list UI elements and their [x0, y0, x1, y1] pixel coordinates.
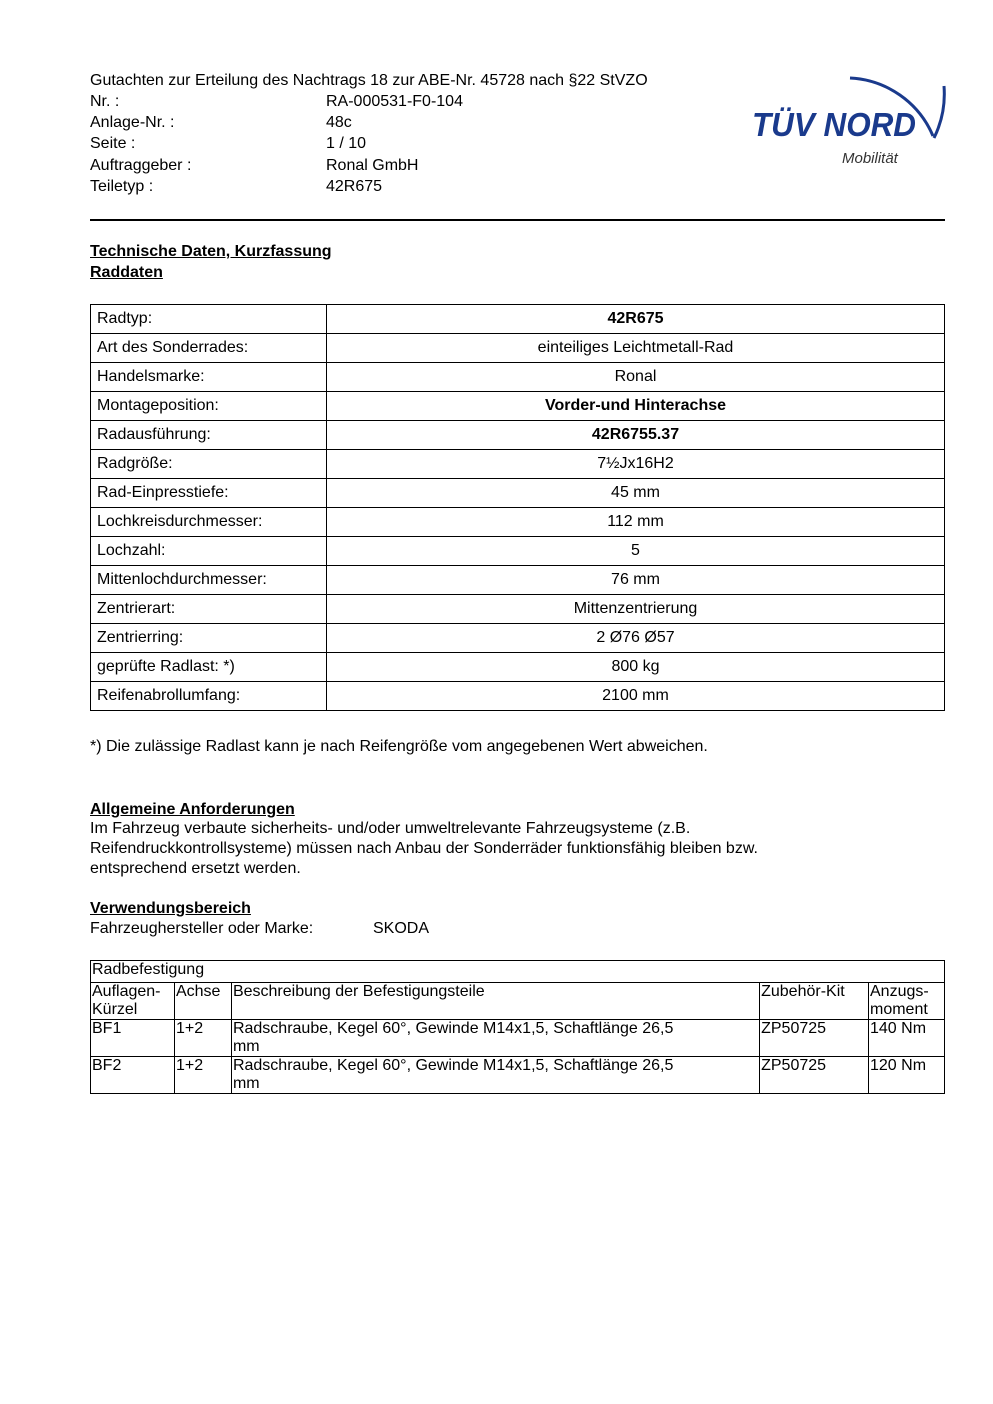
- header-value: Ronal GmbH: [326, 156, 419, 174]
- raddaten-row: [91, 450, 945, 479]
- maker-value: SKODA: [373, 920, 430, 937]
- header-value: 1 / 10: [326, 135, 367, 153]
- header-line: Auflagen-: [92, 983, 161, 1000]
- raddaten-value: 7½Jx16H2: [327, 450, 945, 479]
- raddaten-label: Lochzahl:: [91, 537, 327, 566]
- header-cell: [231, 983, 759, 1020]
- header-line: Anzugs-: [870, 983, 929, 1000]
- header-label: Auftraggeber :: [90, 156, 192, 174]
- maker-label: Fahrzeughersteller oder Marke:: [90, 920, 314, 937]
- raddaten-label: Zentrierart:: [91, 595, 327, 624]
- raddaten-value: 2 Ø76 Ø57: [327, 624, 945, 653]
- anforderungen-title: Allgemeine Anforderungen: [90, 801, 295, 818]
- raddaten-label: Art des Sonderrades:: [91, 334, 327, 363]
- header-row: [90, 91, 730, 112]
- raddaten-label: Radausführung:: [91, 421, 327, 450]
- raddaten-row: [91, 305, 945, 334]
- header-label: Nr. :: [90, 93, 120, 110]
- radlast-note: *) Die zulässige Radlast kann je nach Reifengröße vom angegebenen Wert abweichen.: [90, 738, 708, 755]
- raddaten-row: [91, 624, 945, 653]
- raddaten-value: 5: [327, 537, 945, 566]
- document-header: [90, 70, 730, 197]
- verwendung-title: Verwendungsbereich: [90, 900, 251, 917]
- raddaten-label: Handelsmarke:: [91, 363, 327, 392]
- kuerzel-cell: BF2: [91, 1057, 175, 1094]
- raddaten-value: Ronal: [327, 363, 945, 392]
- raddaten-label: geprüfte Radlast: *): [91, 653, 327, 682]
- maker-row: [90, 919, 429, 939]
- beschreibung-line: Radschraube, Kegel 60°, Gewinde M14x1,5, Schaftlänge 26,5: [232, 1057, 674, 1074]
- header-row: [90, 155, 730, 176]
- header-cell: [91, 983, 175, 1020]
- beschreibung-line: Radschraube, Kegel 60°, Gewinde M14x1,5, Schaftlänge 26,5: [232, 1020, 674, 1037]
- raddaten-row: [91, 392, 945, 421]
- header-cell: [760, 983, 869, 1020]
- header-label: Teiletyp :: [90, 177, 154, 195]
- header-cell: [174, 983, 231, 1020]
- header-value: 48c: [326, 114, 352, 132]
- befestigung-header-row: [91, 983, 945, 1020]
- kit-cell: ZP50725: [760, 1057, 869, 1094]
- moment-cell: 120 Nm: [869, 1057, 945, 1094]
- header-line: Beschreibung der Befestigungsteile: [232, 983, 485, 1000]
- befestigung-title: Radbefestigung: [91, 961, 945, 983]
- raddaten-row: [91, 479, 945, 508]
- raddaten-value: Mittenzentrierung: [327, 595, 945, 624]
- raddaten-value: 76 mm: [327, 566, 945, 595]
- header-label: Seite :: [90, 135, 136, 153]
- raddaten-value: 112 mm: [327, 508, 945, 537]
- raddaten-row: [91, 334, 945, 363]
- header-divider: [90, 219, 945, 221]
- header-value: 42R675: [326, 177, 383, 195]
- beschreibung-cell: [231, 1020, 759, 1057]
- befestigung-title-row: [91, 961, 945, 983]
- header-row: [90, 176, 730, 197]
- document-title: Gutachten zur Erteilung des Nachtrags 18 zur ABE-Nr. 45728 nach §22 StVZO: [90, 72, 648, 89]
- tuv-nord-logo: [748, 48, 948, 170]
- header-value: RA-000531-F0-104: [326, 93, 463, 110]
- befestigung-row: [91, 1057, 945, 1094]
- befestigung-row: [91, 1020, 945, 1057]
- raddaten-label: Radtyp:: [91, 305, 327, 334]
- header-row: [90, 133, 730, 154]
- section-subtitle: Raddaten: [90, 264, 163, 281]
- header-line: Kürzel: [92, 1001, 138, 1018]
- raddaten-value: 42R675: [327, 305, 945, 334]
- anforderungen-text: [90, 819, 940, 879]
- raddaten-row: [91, 363, 945, 392]
- raddaten-label: Mittenlochdurchmesser:: [91, 566, 327, 595]
- header-line: moment: [870, 1001, 928, 1018]
- raddaten-value: 45 mm: [327, 479, 945, 508]
- raddaten-row: [91, 566, 945, 595]
- raddaten-row: [91, 508, 945, 537]
- raddaten-label: Rad-Einpresstiefe:: [91, 479, 327, 508]
- section-title: Technische Daten, Kurzfassung: [90, 243, 332, 260]
- raddaten-value: Vorder-und Hinterachse: [327, 392, 945, 421]
- text-line: Im Fahrzeug verbaute sicherheits- und/oder umweltrelevante Fahrzeugsysteme (z.B.: [90, 820, 691, 837]
- raddaten-table: [90, 304, 945, 711]
- header-row: [90, 112, 730, 133]
- logo-arc-end: [934, 86, 944, 138]
- logo-subtitle: Mobilität: [842, 150, 898, 167]
- beschreibung-cell: [231, 1057, 759, 1094]
- kit-cell: ZP50725: [760, 1020, 869, 1057]
- raddaten-row: [91, 682, 945, 711]
- text-line: Reifendruckkontrollsysteme) müssen nach Anbau der Sonderräder funktionsfähig bleiben bzw.: [90, 840, 758, 857]
- raddaten-label: Reifenabrollumfang:: [91, 682, 327, 711]
- raddaten-row: [91, 537, 945, 566]
- raddaten-label: Zentrierring:: [91, 624, 327, 653]
- raddaten-value: 2100 mm: [327, 682, 945, 711]
- header-label: Anlage-Nr. :: [90, 114, 175, 132]
- kuerzel-cell: BF1: [91, 1020, 175, 1057]
- header-cell: [869, 983, 945, 1020]
- raddaten-row: [91, 595, 945, 624]
- befestigung-table: [90, 960, 945, 1094]
- raddaten-value: 800 kg: [327, 653, 945, 682]
- raddaten-label: Montageposition:: [91, 392, 327, 421]
- beschreibung-line: mm: [232, 1038, 260, 1055]
- raddaten-label: Lochkreisdurchmesser:: [91, 508, 327, 537]
- achse-cell: 1+2: [174, 1057, 231, 1094]
- raddaten-row: [91, 653, 945, 682]
- header-line: Zubehör-Kit: [761, 983, 845, 1000]
- raddaten-value: 42R6755.37: [327, 421, 945, 450]
- raddaten-label: Radgröße:: [91, 450, 327, 479]
- text-line: entsprechend ersetzt werden.: [90, 860, 301, 877]
- beschreibung-line: mm: [232, 1075, 260, 1092]
- raddaten-row: [91, 421, 945, 450]
- moment-cell: 140 Nm: [869, 1020, 945, 1057]
- raddaten-value: einteiliges Leichtmetall-Rad: [327, 334, 945, 363]
- achse-cell: 1+2: [174, 1020, 231, 1057]
- logo-brand: TÜV NORD: [752, 106, 916, 143]
- header-line: Achse: [175, 983, 221, 1000]
